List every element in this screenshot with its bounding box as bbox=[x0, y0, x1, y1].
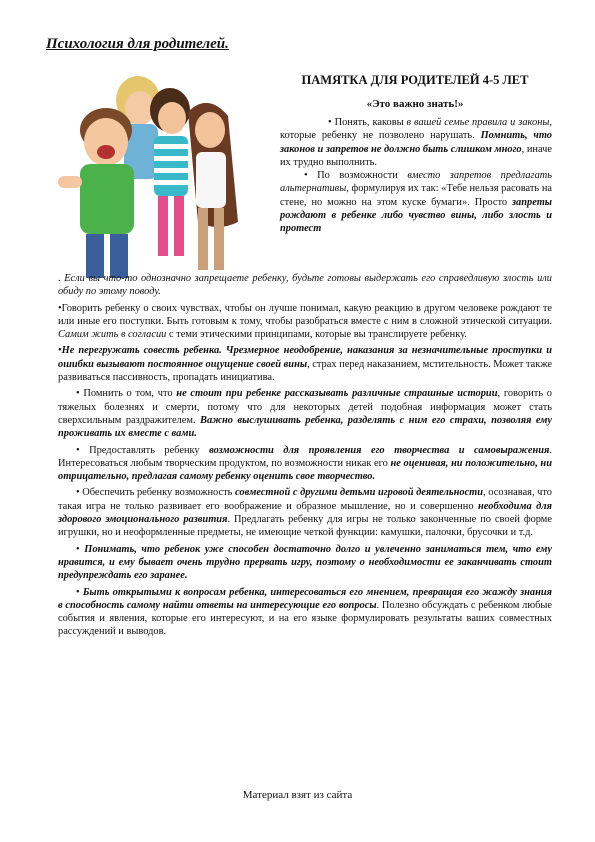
p3-italic: Самим жить в согласии bbox=[58, 329, 167, 341]
p6-bold-italic: возможности для проявления его творчества и самовыражения bbox=[209, 444, 550, 456]
p5-text-a: • Помнить о том, что bbox=[76, 388, 177, 400]
child-longhair bbox=[188, 103, 238, 270]
p1-text-e: , иначе их трудно выполнить. bbox=[280, 143, 553, 168]
column-text bbox=[280, 116, 552, 236]
child-boy bbox=[58, 108, 134, 278]
paragraph-3 bbox=[58, 302, 552, 342]
p1-text-a: • Понять, каковы bbox=[328, 117, 407, 128]
p1-italic: в вашей семье правила и законы bbox=[406, 117, 550, 128]
paragraph-4 bbox=[58, 344, 552, 384]
paragraph-6 bbox=[58, 444, 552, 484]
p9-bold-italic: Быть открытыми к вопросам ребенка, интересоваться его мнением, превращая его жажду знания в способность самому найти ответы на интересующие его вопросы bbox=[58, 586, 552, 611]
page-title: ПАМЯТКА ДЛЯ РОДИТЕЛЕЙ 4-5 ЛЕТ bbox=[301, 73, 529, 87]
p5-bold-italic: не стоит при ребенке рассказывать различные страшные истории bbox=[176, 388, 498, 400]
children-photo bbox=[58, 72, 246, 284]
p7-text-e: . Предлагать ребенку для игры не только законченные по своей форме игрушки, но и неоформленные предметы, не имеющие четкой функции: камушки, палочки, брусочки и т.д. bbox=[58, 514, 552, 539]
p7-text-c: , осознавая, что такая игра не только развивает его воображение и образное мышление, но и совершенно bbox=[58, 487, 552, 512]
paragraph-9 bbox=[58, 586, 552, 639]
paragraph-7 bbox=[58, 486, 552, 539]
p5-bold-italic-2: Важно выслушивать ребенка, разделять с ним его страхи, позволяя ему проживать их вместе с вами. bbox=[58, 414, 553, 440]
page-subtitle: «Это важно знать!» bbox=[366, 98, 464, 110]
p8-bullet: • bbox=[76, 543, 85, 555]
p2-text-c: , формулируя их так: «Тебе нельзя расовать на стене, но можно на этом куске бумаги». Просто bbox=[280, 183, 552, 208]
child-striped bbox=[150, 88, 190, 256]
page-header: Психология для родителей. bbox=[46, 36, 229, 52]
p2-text-a: • По возможности bbox=[304, 170, 408, 182]
p9-text-c: . Полезно обсуждать с ребенком любые события и явления, которые его интересуют, и на его языке формулировать результаты ваших совместных рассуждений и выводов. bbox=[58, 599, 552, 638]
p9-bullet: • bbox=[76, 586, 83, 598]
p8-bold-italic: Понимать, что ребенок уже способен достаточно долго и увлеченно заниматься тем, что ему нравится, и ему бывает очень трудно прервать игру, поэтому о необходимости ее заканчивать стоит предупреждать его заранее. bbox=[58, 543, 552, 582]
p2-italic-end: Если вы что-то однозначно запрещаете ребенку, будьте готовы выдержать его справедливую злость или обиду по этому поводу. bbox=[58, 273, 552, 298]
p6-bold-italic-2: не оценивая, ни положительно, ни отрицательно, предлагая самому ребенку оценить свое творчество. bbox=[58, 457, 552, 483]
p7-bold-italic-2: необходима для здорового эмоционального развития bbox=[58, 500, 552, 526]
p1-text-c: , которые ребенку не позволено нарушать. bbox=[280, 117, 552, 142]
p2-text-e: . bbox=[58, 273, 65, 284]
p6-text-a: • Предоставлять ребенку bbox=[76, 444, 210, 456]
p2-italic: вместо запретов предлагать альтернативы bbox=[280, 170, 552, 195]
p4-bold-italic: Не перегружать совесть ребенка. Чрезмерное неодобрение, наказания за незначительные проступки и ошибки вызывают постоянное ощущение своей вины bbox=[58, 345, 552, 370]
p7-bold-italic: совместной с другими детьми игровой деятельности bbox=[235, 487, 484, 499]
paragraph-1 bbox=[280, 116, 552, 169]
paragraph-5 bbox=[58, 387, 552, 440]
p2-bold-italic: запреты рождают в ребенке либо чувство вины, либо злость и протест bbox=[280, 196, 552, 235]
p3-text-c: с теми этическими принципами, которые вы транслируете ребенку. bbox=[166, 329, 467, 341]
paragraph-2-end bbox=[58, 272, 552, 299]
page-footer: Материал взят из сайта bbox=[242, 789, 353, 801]
p7-text-a: • Обеспечить ребенку возможность bbox=[76, 487, 236, 499]
p6-text-c: . Интересоваться любым творческим продуктом, по возможности никак его bbox=[58, 444, 552, 469]
p5-text-c: , говорить о тяжелых болезнях и смерти, потому что для некоторых детей подобная информация может стать сверхсильным раздражителем. bbox=[58, 388, 552, 426]
paragraph-2-start bbox=[280, 169, 552, 235]
p3-text-a: •Говорить ребенку о своих чувствах, чтобы он лучше понимал, какую реакцию в другом человеке рождают те или иные его поступки. Быть готовым к тому, чтобы разобраться вместе с ним в сложной этической ситуации. bbox=[58, 302, 552, 327]
p4-bullet: • bbox=[58, 345, 62, 357]
full-text bbox=[58, 272, 552, 639]
p1-bold-italic: Помнить, что законов и запретов не должно быть слишком много bbox=[280, 130, 552, 155]
paragraph-8 bbox=[58, 543, 552, 583]
p4-text-c: , страх перед наказанием, мстительность. Может также развиваться пассивность, пропадать инициатива. bbox=[58, 358, 552, 384]
